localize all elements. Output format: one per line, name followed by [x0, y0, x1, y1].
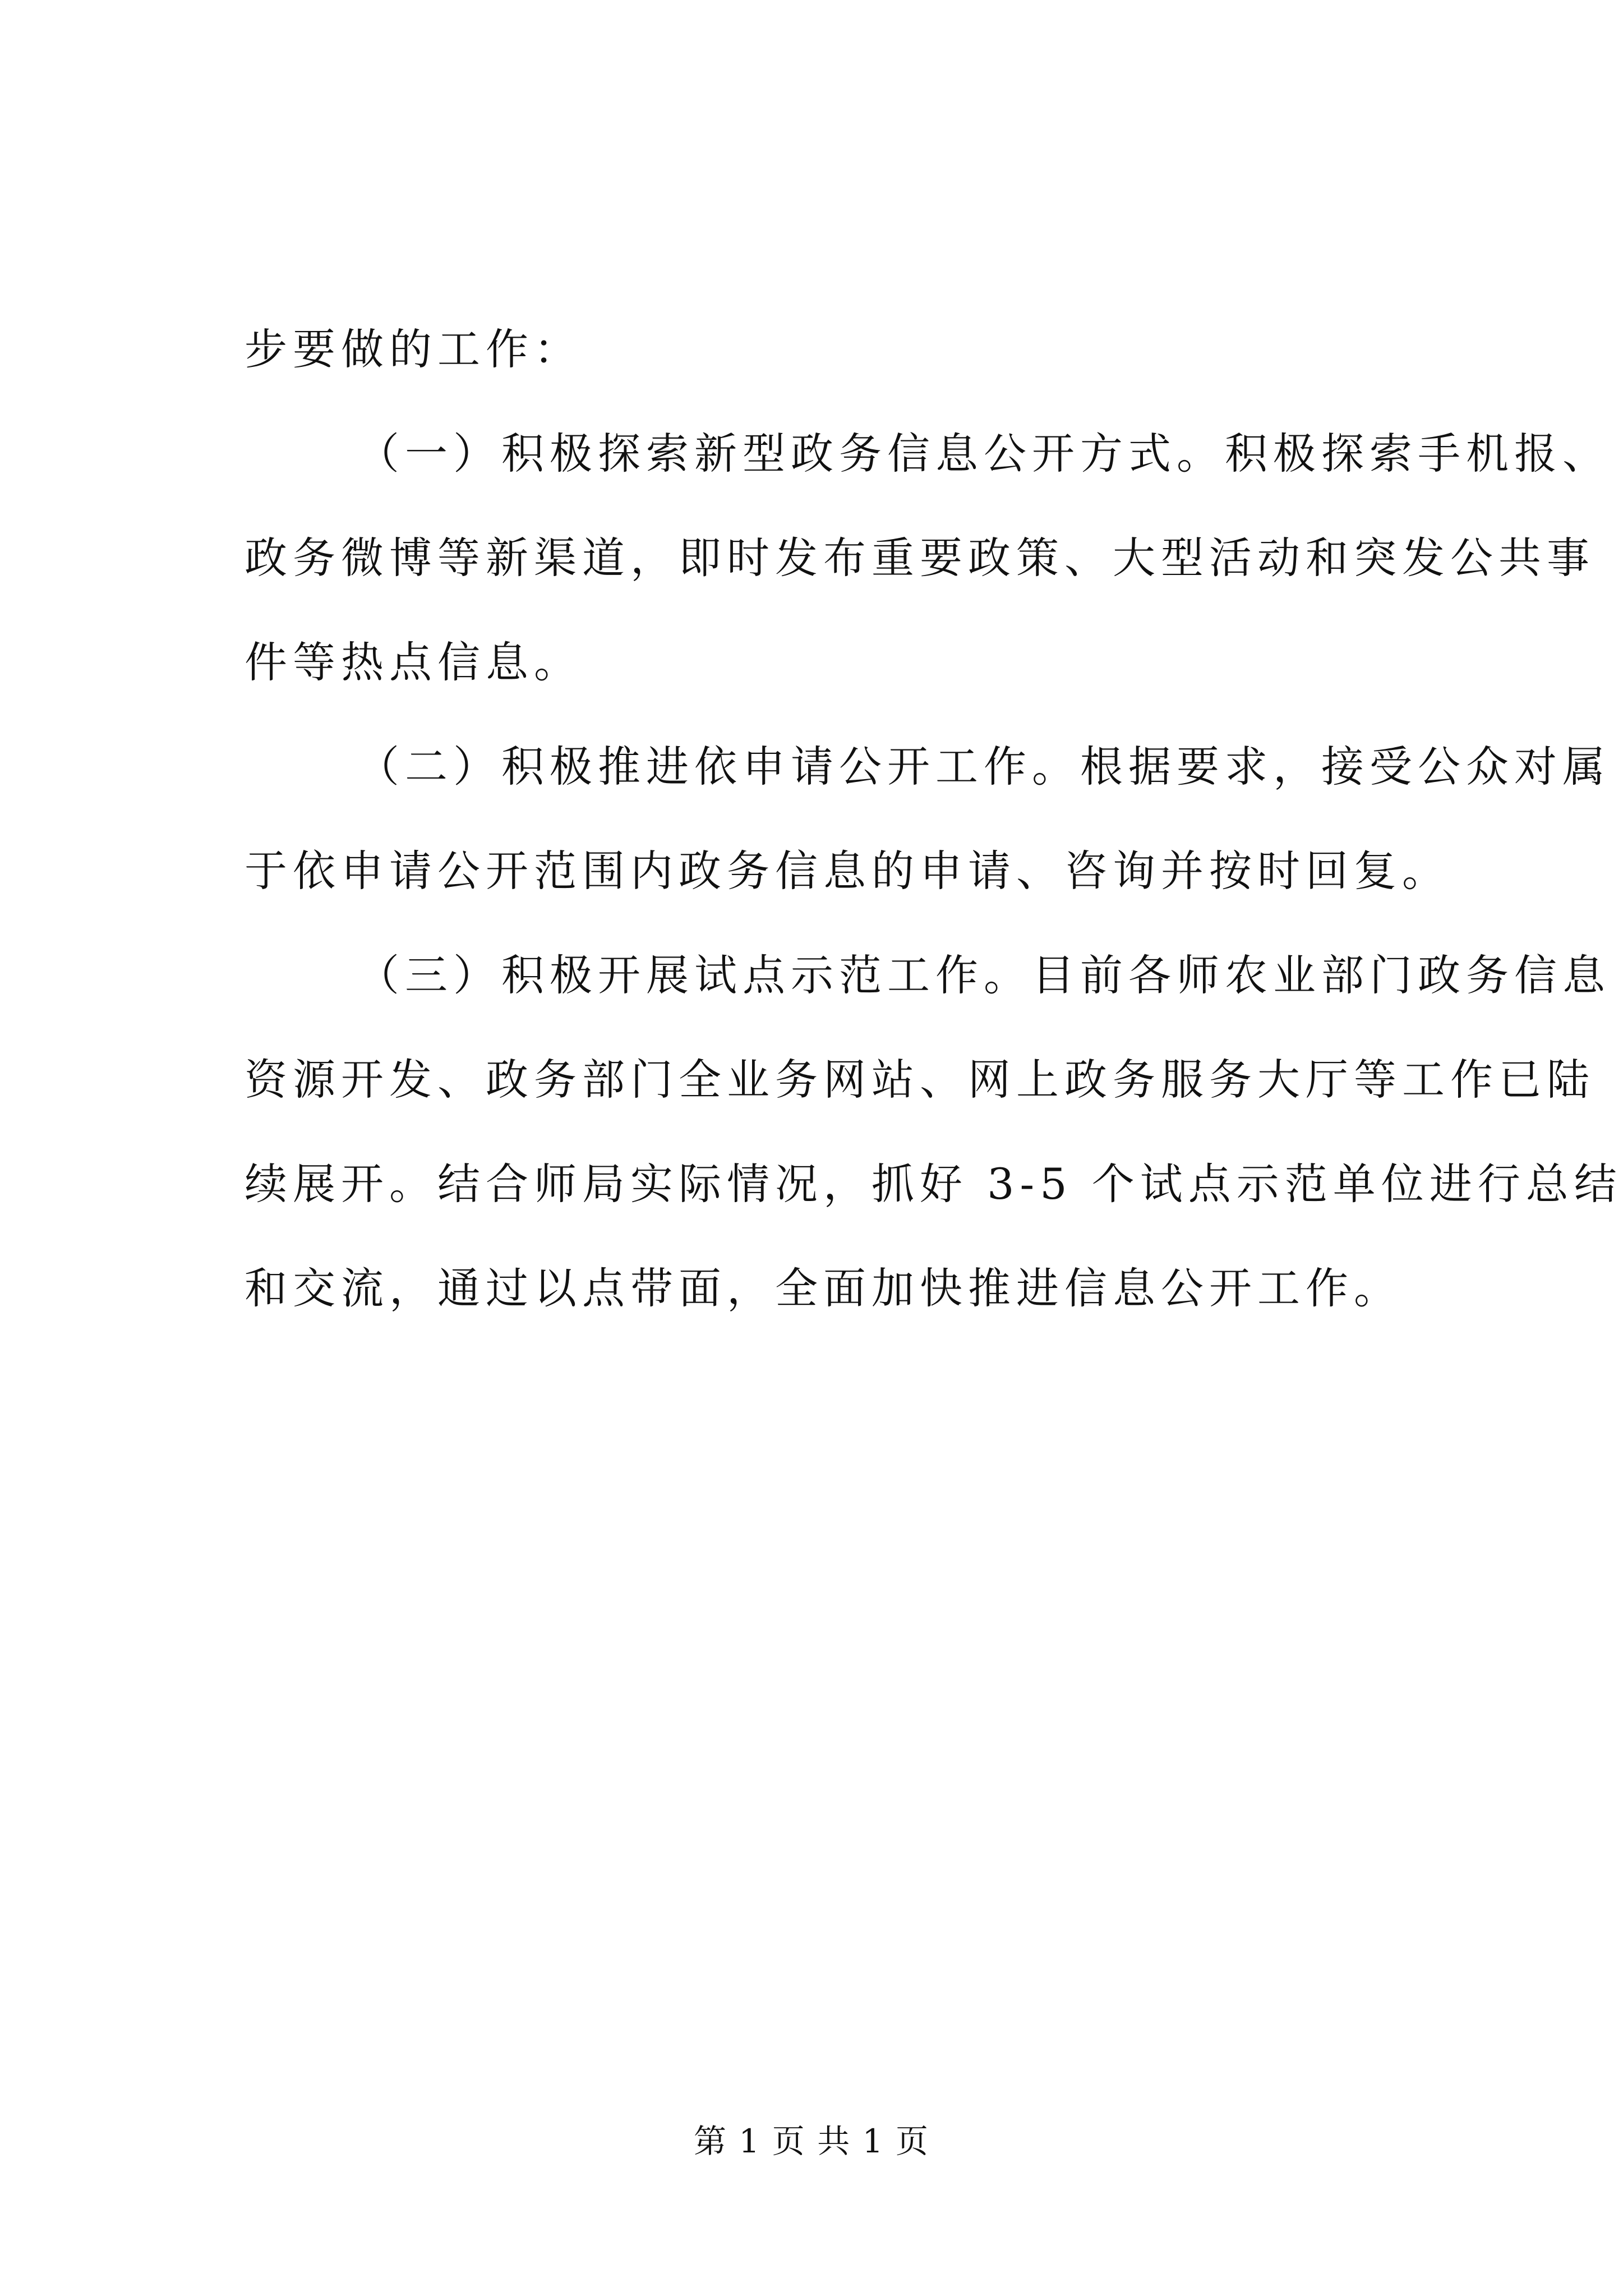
paragraph-line-item-1-cont: 政务微博等新渠道，即时发布重要政策、大型活动和突发公共事: [245, 533, 1595, 583]
paragraph-line-item-1-start: （一）积极探索新型政务信息公开方式。积极探索手机报、: [357, 429, 1611, 478]
paragraph-line-item-3-cont-2: 续展开。结合师局实际情况，抓好 3-5 个试点示范单位进行总结: [245, 1159, 1622, 1209]
paragraph-line-item-2-end: 于依申请公开范围内政务信息的申请、咨询并按时回复。: [245, 846, 1450, 896]
paragraph-line-intro: 步要做的工作：: [245, 324, 582, 374]
paragraph-line-item-3-start: （三）积极开展试点示范工作。目前各师农业部门政务信息: [357, 950, 1611, 1000]
paragraph-line-item-1-end: 件等热点信息。: [245, 637, 582, 687]
paragraph-line-item-3-end: 和交流，通过以点带面，全面加快推进信息公开工作。: [245, 1263, 1402, 1313]
paragraph-line-item-3-cont-1: 资源开发、政务部门全业务网站、网上政务服务大厅等工作已陆: [245, 1055, 1595, 1105]
document-body: [245, 297, 1622, 1341]
paragraph-line-item-2-start: （二）积极推进依申请公开工作。根据要求，接受公众对属: [357, 742, 1611, 792]
page-footer: 第 1 页 共 1 页: [694, 2122, 929, 2160]
